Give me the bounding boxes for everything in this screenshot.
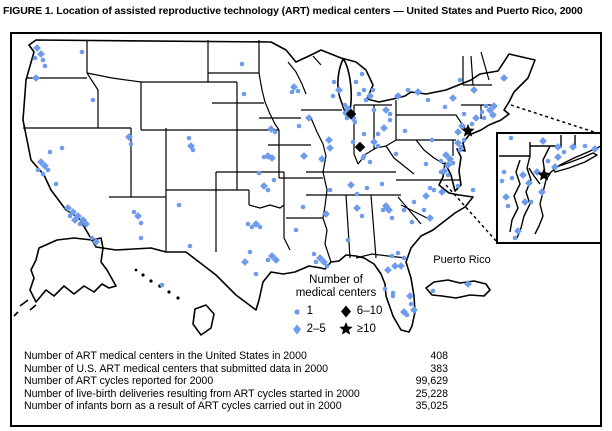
legend-item-label: 6–10 — [356, 305, 383, 317]
hawaii-small-islands — [135, 269, 180, 300]
stat-value: 383 — [430, 362, 448, 375]
stat-label: Number of U.S. ART medical centers that submitted data in 2000 — [24, 362, 329, 375]
map-box — [10, 32, 602, 427]
legend-title — [262, 274, 410, 300]
alaska — [14, 238, 116, 316]
blue-dot-icon — [290, 304, 304, 318]
legend-grid — [262, 303, 410, 337]
stat-row — [24, 350, 448, 363]
legend-item-label: 1 — [306, 305, 314, 317]
legend-item-label: 2–5 — [306, 322, 326, 335]
stat-label: Number of ART medical centers in the United States in 2000 — [24, 350, 307, 362]
black-diamond-icon — [338, 303, 354, 319]
hawaii-big-island — [193, 305, 214, 335]
stat-value: 408 — [430, 350, 448, 362]
stat-row — [24, 400, 448, 413]
stat-row — [24, 375, 448, 388]
puerto-rico-island — [426, 280, 490, 298]
legend-title-line2: medical centers — [295, 287, 377, 299]
legend-item-six-to-ten — [338, 303, 383, 319]
stat-value: 25,228 — [415, 387, 448, 400]
figure-title: FIGURE 1. Location of assisted reproductive technology (ART) medical centers — United States and Puerto Rico, 2000 — [3, 5, 583, 17]
puerto-rico-label: Puerto Rico — [433, 254, 491, 266]
stats-table — [24, 350, 448, 413]
stat-label: Number of ART cycles reported for 2000 — [24, 375, 214, 387]
black-star-icon — [338, 320, 354, 337]
legend-title-line1: Number of — [309, 274, 363, 286]
legend-item-label: ≥10 — [356, 322, 376, 335]
inset-map — [497, 133, 600, 243]
legend-item-ten-or-more — [338, 320, 383, 337]
blue-diamond-icon — [290, 321, 304, 337]
map-legend — [262, 274, 410, 337]
stat-value: 35,025 — [415, 400, 448, 412]
stat-row — [24, 388, 448, 401]
legend-item-two-to-five — [290, 320, 326, 337]
stat-label: Number of live-birth deliveries resulting from ART cycles started in 2000 — [24, 387, 360, 400]
stat-label: Number of infants born as a result of ART cycles carried out in 2000 — [24, 400, 342, 412]
stat-value: 99,629 — [415, 375, 448, 387]
legend-item-one — [290, 303, 326, 319]
state-borders — [23, 40, 493, 262]
stat-row — [24, 363, 448, 376]
